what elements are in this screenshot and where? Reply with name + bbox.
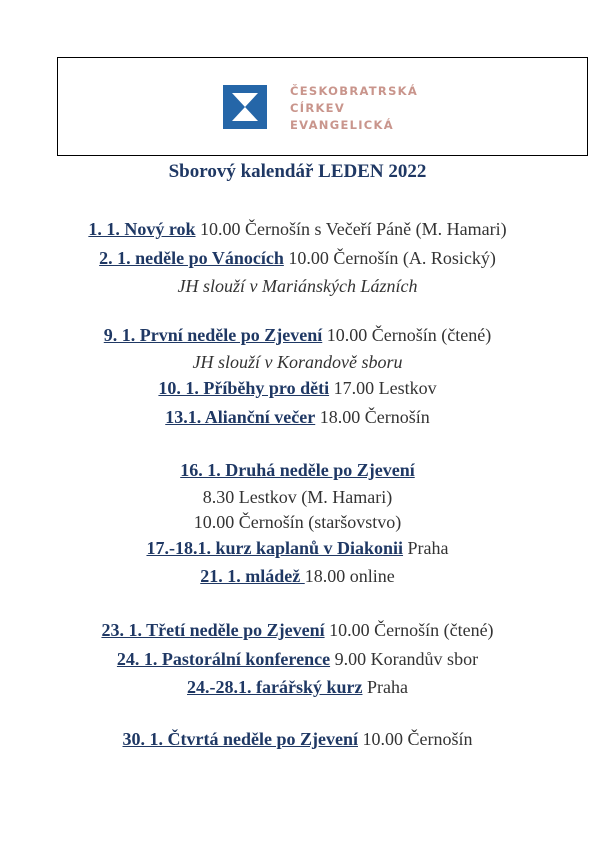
- event-title: 17.-18.1. kurz kaplanů v Diakonii: [146, 538, 404, 558]
- event-detail: 18.00 Černošín: [315, 407, 430, 427]
- calendar-entry: [0, 325, 595, 346]
- logo-line: ČESKOBRATRSKÁ: [290, 84, 419, 98]
- calendar-entry: [0, 248, 595, 269]
- calendar-note: JH slouží v Korandově sboru: [192, 352, 403, 372]
- event-detail: 17.00 Lestkov: [329, 378, 437, 398]
- calendar-entry: [0, 566, 595, 587]
- event-detail: 18.00 online: [304, 566, 395, 586]
- event-title: 13.1. Alianční večer: [165, 407, 316, 427]
- event-detail: 8.30 Lestkov (M. Hamari): [202, 487, 393, 507]
- calendar-note: JH slouží v Mariánských Lázních: [177, 276, 418, 296]
- calendar-entry: [0, 729, 595, 750]
- calendar-entry: [0, 407, 595, 428]
- event-title: 10. 1. Příběhy pro děti: [158, 378, 330, 398]
- event-title: 16. 1. Druhá neděle po Zjevení: [180, 460, 415, 480]
- calendar-entry: [0, 677, 595, 698]
- calendar-entry: [0, 620, 595, 641]
- event-title: 9. 1. První neděle po Zjevení: [103, 325, 323, 345]
- calendar-entry: [0, 219, 595, 240]
- event-detail: 10.00 Černošín (A. Rosický): [283, 248, 496, 268]
- logo-wordmark: [290, 83, 418, 134]
- event-detail: Praha: [403, 538, 449, 558]
- event-detail: 10.00 Černošín: [357, 729, 473, 749]
- church-logo-icon: [223, 85, 267, 129]
- calendar-entry: [0, 538, 595, 559]
- event-detail: 10.00 Černošín (čtené): [324, 620, 494, 640]
- event-detail: Praha: [362, 677, 408, 697]
- calendar-entry: [0, 460, 595, 481]
- page-title: Sborový kalendář LEDEN 2022: [168, 161, 427, 182]
- event-title: 2. 1. neděle po Vánocích: [99, 248, 284, 268]
- event-title: 24.-28.1. farářský kurz: [187, 677, 363, 697]
- event-title: 23. 1. Třetí neděle po Zjevení: [101, 620, 325, 640]
- event-title: 21. 1. mládež: [200, 566, 305, 586]
- calendar-entry: [0, 649, 595, 670]
- event-title: 30. 1. Čtvrtá neděle po Zjevení: [122, 729, 358, 749]
- event-title: 24. 1. Pastorální konference: [116, 649, 331, 669]
- event-detail: 10.00 Černošín (staršovstvo): [193, 512, 402, 532]
- event-detail: 9.00 Korandův sbor: [330, 649, 479, 669]
- logo-line: EVANGELICKÁ: [290, 118, 394, 132]
- event-detail: 10.00 Černošín s Večeří Páně (M. Hamari): [195, 219, 507, 239]
- calendar-entry: [0, 378, 595, 399]
- event-detail: 10.00 Černošín (čtené): [322, 325, 492, 345]
- event-title: 1. 1. Nový rok: [88, 219, 196, 239]
- logo-line: CÍRKEV: [290, 101, 346, 115]
